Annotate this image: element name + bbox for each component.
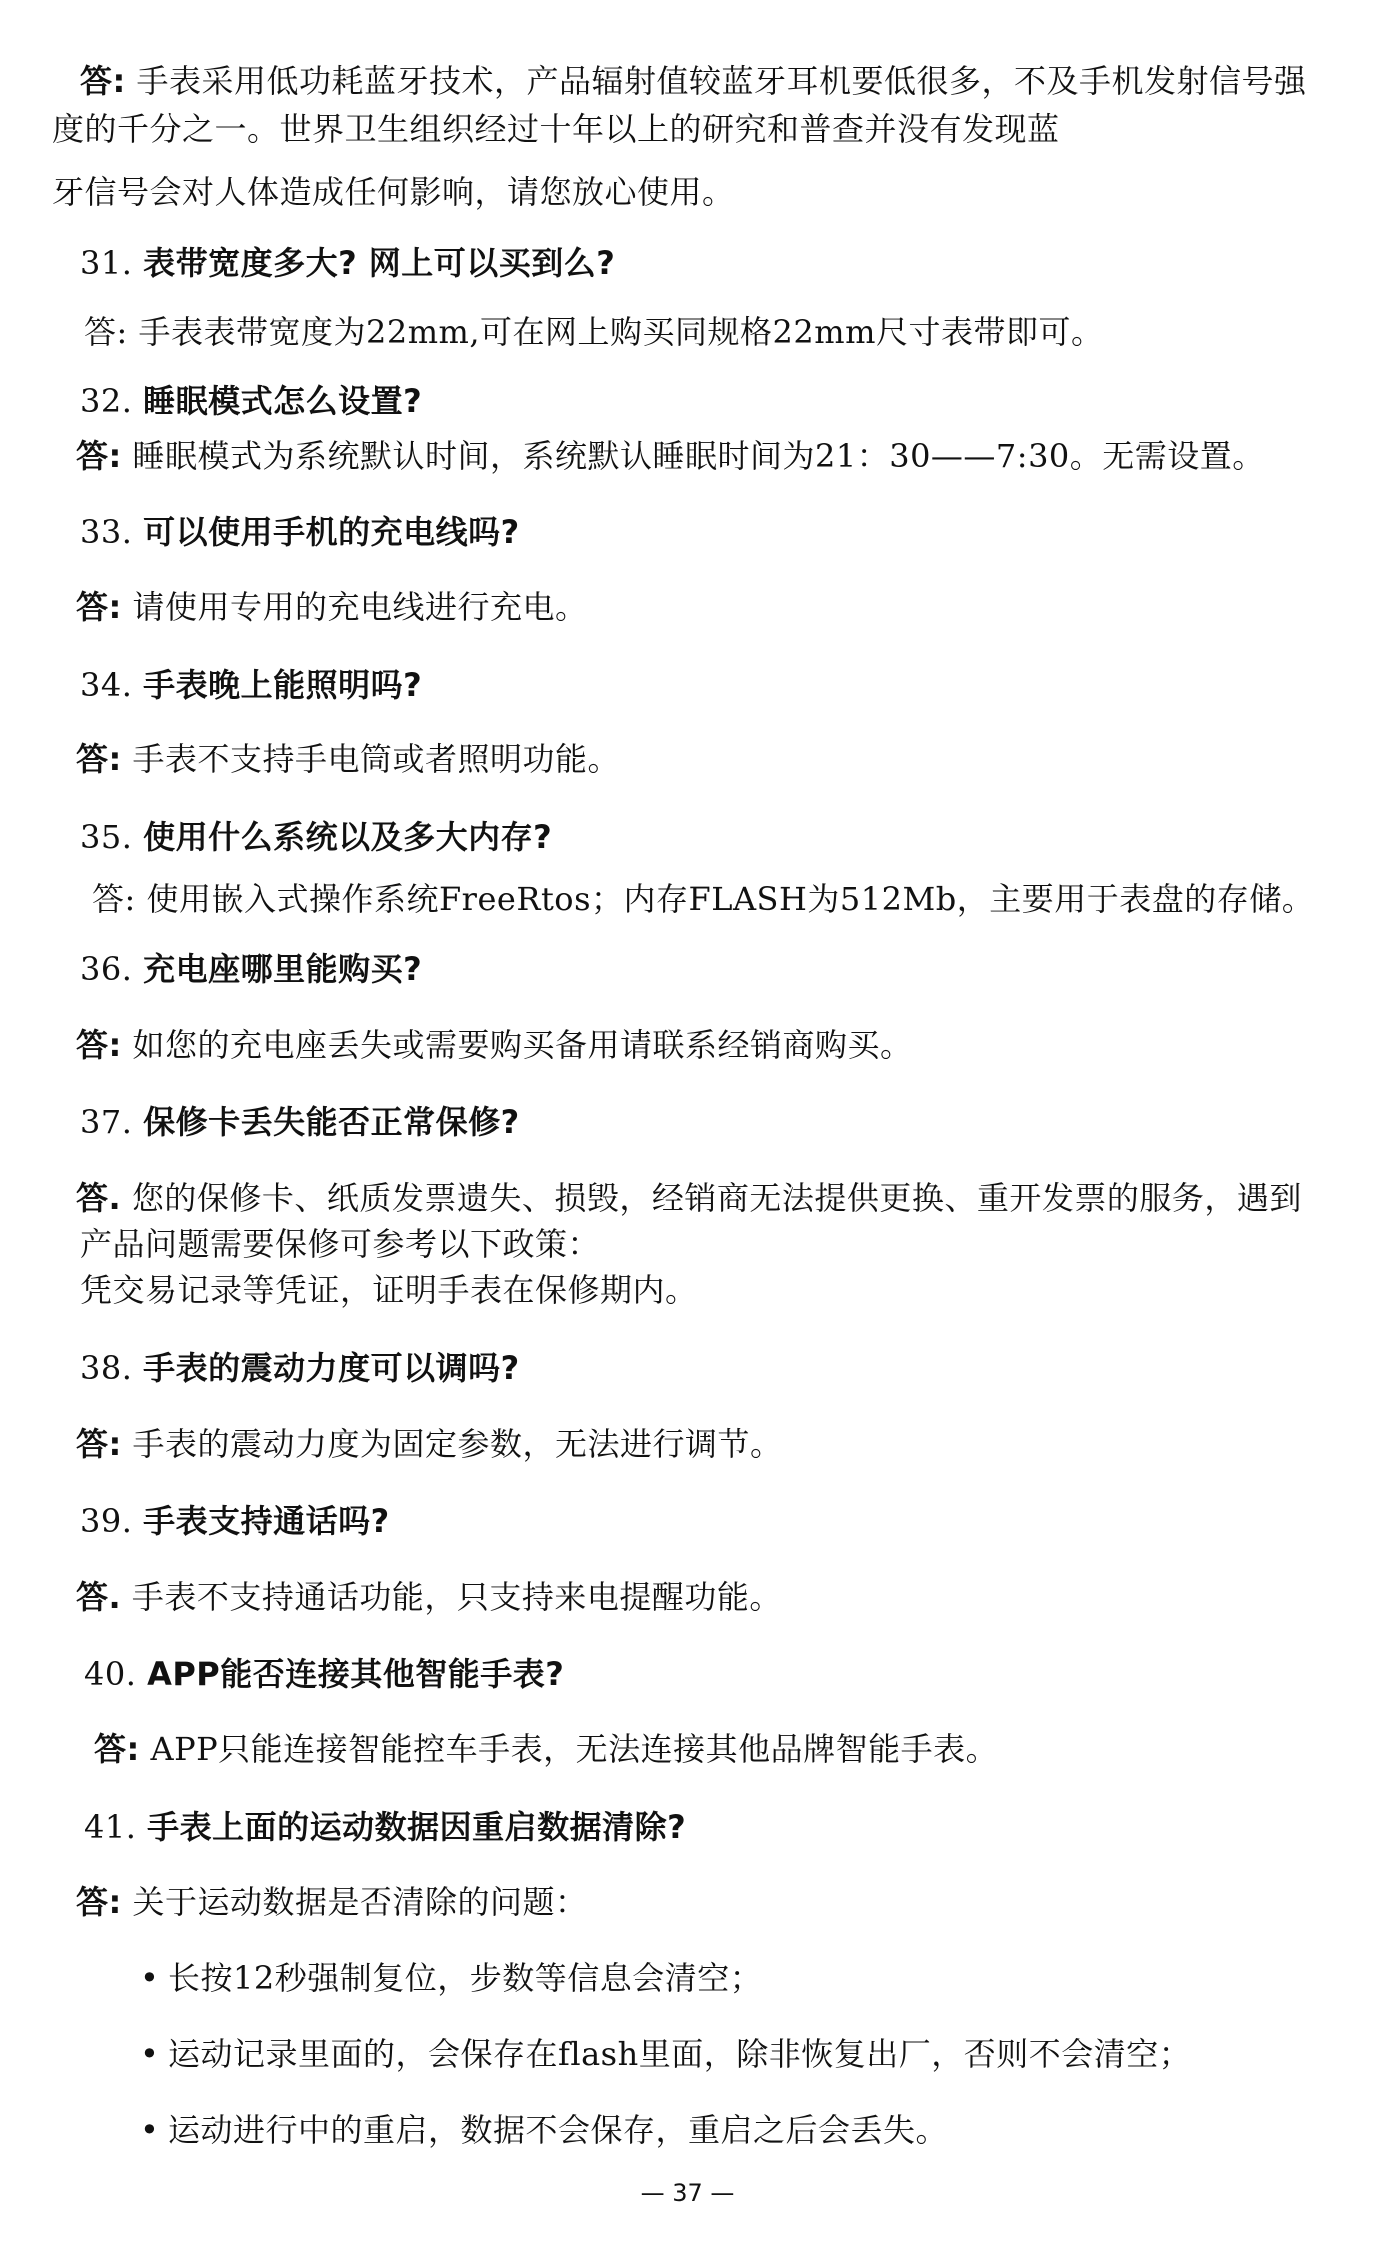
question-number: 34. — [80, 666, 133, 704]
answer-40 — [94, 1727, 998, 1771]
answer-text: 手表采用低功耗蓝牙技术，产品辐射值较蓝牙耳机要低很多，不及手机发射信号强 — [136, 62, 1307, 100]
list-item-text: 长按12秒强制复位，步数等信息会清空； — [168, 1959, 763, 1997]
question-number: 41. — [84, 1808, 137, 1846]
question-41 — [84, 1805, 686, 1849]
list-item-text: 运动进行中的重启，数据不会保存，重启之后会丢失。 — [168, 2111, 949, 2149]
answer-41 — [76, 1880, 588, 1924]
question-31 — [80, 241, 615, 285]
bullet-icon: • — [140, 2035, 160, 2073]
answer-label: 答: — [76, 437, 122, 475]
question-number: 39. — [80, 1502, 133, 1540]
page-number: — 37 — — [640, 2179, 735, 2207]
question-38 — [80, 1346, 520, 1390]
question-title: 手表晚上能照明吗? — [143, 666, 423, 704]
question-title: 可以使用手机的充电线吗? — [143, 513, 520, 551]
question-number: 37. — [80, 1103, 133, 1141]
answer-label: 答. — [76, 1578, 122, 1616]
question-number: 35. — [80, 818, 133, 856]
answer-text: 您的保修卡、纸质发票遗失、损毁，经销商无法提供更换、重开发票的服务，遇到 — [131, 1179, 1302, 1217]
list-item — [140, 2108, 948, 2152]
list-item-text: 运动记录里面的，会保存在flash里面，除非恢复出厂，否则不会清空； — [168, 2035, 1192, 2073]
question-number: 38. — [80, 1349, 133, 1387]
answer-text: 请使用专用的充电线进行充电。 — [132, 588, 588, 626]
answer-label: 答: — [76, 1026, 122, 1064]
bullet-icon: • — [140, 2111, 160, 2149]
bullet-icon: • — [140, 1959, 160, 1997]
answer-label: 答: — [94, 1730, 140, 1768]
answer-text: 手表表带宽度为22mm,可在网上购买同规格22mm尺寸表带即可。 — [138, 313, 1104, 351]
question-title: APP能否连接其他智能手表? — [147, 1655, 565, 1693]
answer-label: 答: — [76, 1425, 122, 1463]
question-36 — [80, 947, 422, 991]
question-number: 31. — [80, 244, 133, 282]
question-34 — [80, 663, 422, 707]
list-item — [140, 1956, 762, 2000]
answer-33 — [76, 585, 588, 629]
answer-label: 答: — [92, 880, 136, 918]
question-32 — [80, 379, 422, 423]
question-title: 使用什么系统以及多大内存? — [143, 818, 553, 856]
intro-answer-line-2: 度的千分之一。世界卫生组织经过十年以上的研究和普查并没有发现蓝 — [52, 110, 1060, 148]
answer-35 — [92, 877, 1314, 921]
question-number: 32. — [80, 382, 133, 420]
answer-37-line-3: 凭交易记录等凭证，证明手表在保修期内。 — [80, 1271, 698, 1309]
answer-text: 如您的充电座丢失或需要购买备用请联系经销商购买。 — [132, 1026, 913, 1064]
question-title: 表带宽度多大? 网上可以买到么? — [143, 244, 616, 282]
answer-31 — [84, 310, 1103, 354]
question-33 — [80, 510, 520, 554]
question-35 — [80, 815, 552, 859]
answer-text: 手表不支持通话功能，只支持来电提醒功能。 — [131, 1578, 782, 1616]
answer-label: 答: — [76, 1883, 122, 1921]
answer-39 — [76, 1575, 782, 1619]
answer-text: 手表不支持手电筒或者照明功能。 — [132, 740, 620, 778]
question-title: 手表上面的运动数据因重启数据清除? — [147, 1808, 687, 1846]
answer-label: 答: — [76, 588, 122, 626]
answer-text: APP只能连接智能控车手表，无法连接其他品牌智能手表。 — [150, 1730, 999, 1768]
answer-label: 答: — [80, 62, 126, 100]
intro-answer-line-3: 牙信号会对人体造成任何影响，请您放心使用。 — [52, 173, 735, 211]
answer-text: 睡眠模式为系统默认时间，系统默认睡眠时间为21：30——7:30。无需设置。 — [132, 437, 1265, 475]
answer-37-line-1 — [76, 1176, 1302, 1220]
list-item — [140, 2032, 1191, 2076]
answer-text: 使用嵌入式操作系统FreeRtos；内存FLASH为512Mb，主要用于表盘的存储。 — [146, 880, 1315, 918]
answer-37-line-2: 产品问题需要保修可参考以下政策： — [80, 1225, 601, 1263]
answer-label: 答. — [76, 1179, 122, 1217]
question-title: 手表支持通话吗? — [143, 1502, 390, 1540]
answer-32 — [76, 434, 1265, 478]
question-number: 40. — [84, 1655, 137, 1693]
answer-text: 手表的震动力度为固定参数，无法进行调节。 — [132, 1425, 783, 1463]
question-title: 充电座哪里能购买? — [143, 950, 423, 988]
question-39 — [80, 1499, 390, 1543]
question-title: 保修卡丢失能否正常保修? — [143, 1103, 520, 1141]
question-number: 36. — [80, 950, 133, 988]
answer-label: 答: — [76, 740, 122, 778]
question-title: 手表的震动力度可以调吗? — [143, 1349, 520, 1387]
question-title: 睡眠模式怎么设置? — [143, 382, 423, 420]
answer-34 — [76, 737, 620, 781]
question-number: 33. — [80, 513, 133, 551]
answer-label: 答: — [84, 313, 128, 351]
answer-38 — [76, 1422, 783, 1466]
question-37 — [80, 1100, 520, 1144]
intro-answer-line-1 — [80, 59, 1307, 103]
answer-36 — [76, 1023, 913, 1067]
question-40 — [84, 1652, 564, 1696]
answer-text: 关于运动数据是否清除的问题： — [132, 1883, 588, 1921]
